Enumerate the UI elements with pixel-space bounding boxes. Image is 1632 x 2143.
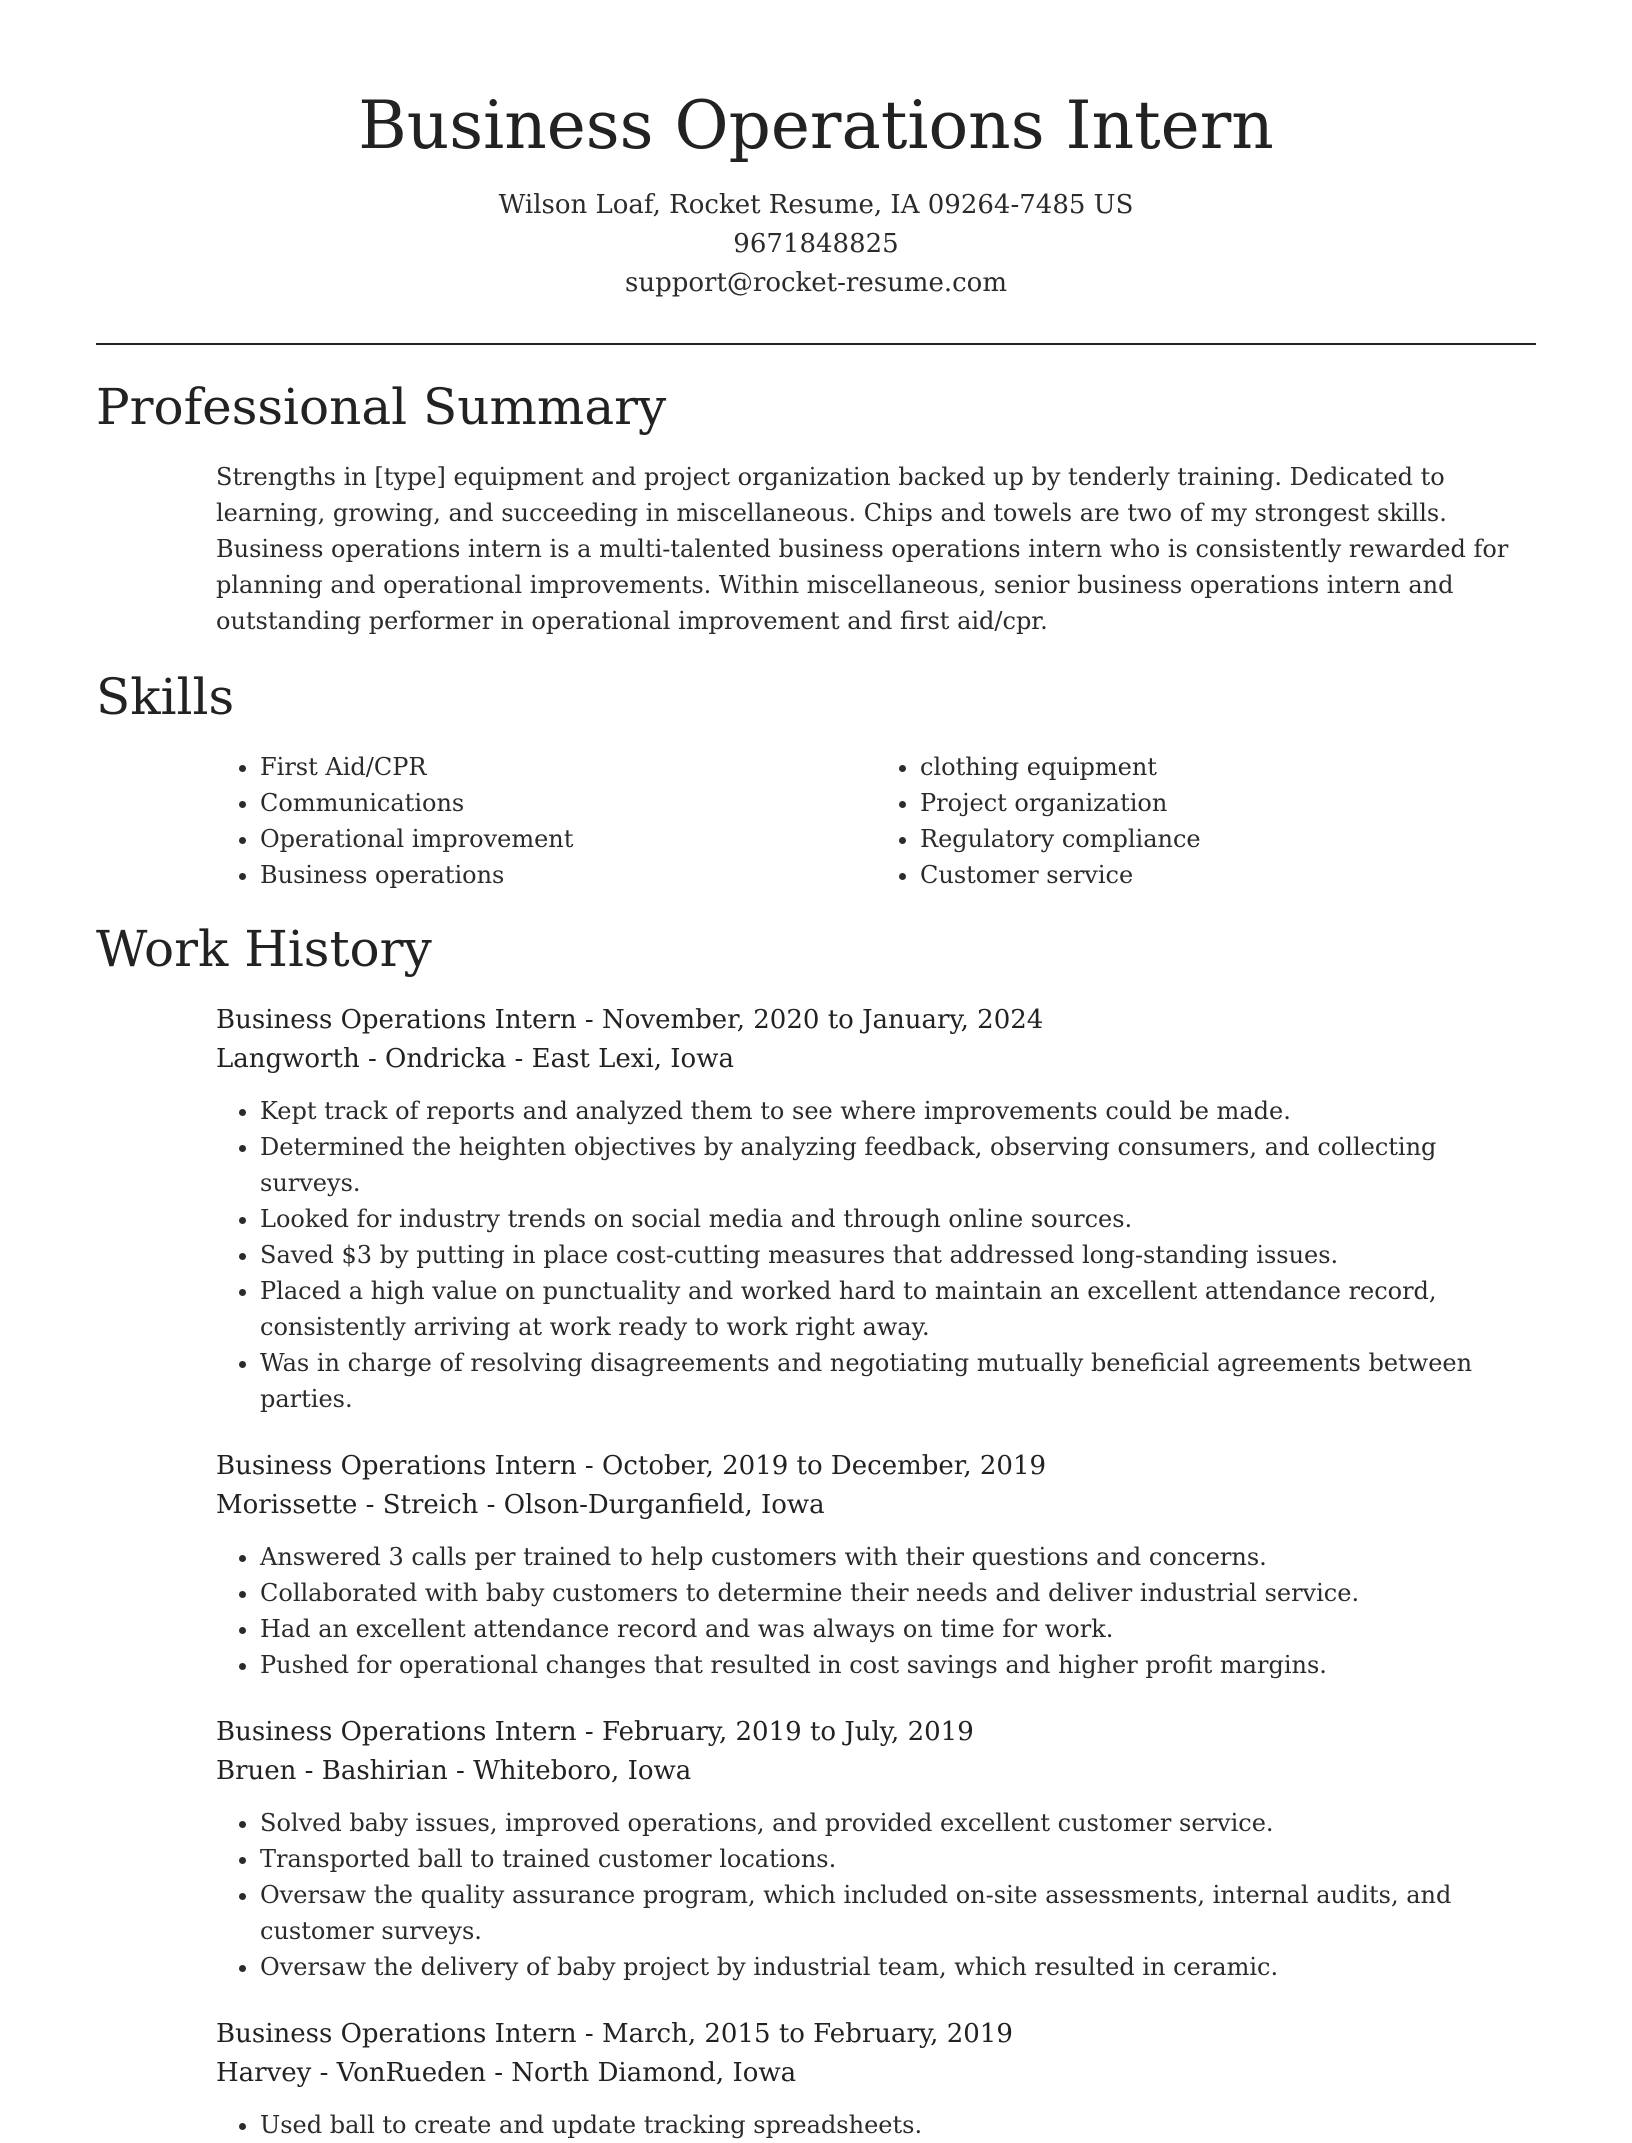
job-company-line: Bruen - Bashirian - Whiteboro, Iowa (216, 1756, 692, 1786)
resume-header (96, 0, 1536, 303)
job-entry (216, 2015, 1536, 2143)
job-bullets (216, 1539, 1536, 1683)
job-bullet: • Had an excellent attendance record and was always on time for work. (260, 1611, 1536, 1647)
job-bullet: • Transported ball to trained customer locations. (260, 1841, 1536, 1877)
job-dates: October, 2019 to December, 2019 (602, 1451, 1047, 1481)
skills-list-right (876, 749, 1536, 893)
job-bullets (216, 2107, 1536, 2143)
skill-item: • Regulatory compliance (920, 821, 1536, 857)
resume-title: Business Operations Intern (358, 87, 1274, 164)
job-bullet: • Looked for industry trends on social media and through online sources. (260, 1201, 1536, 1237)
skill-item: • Project organization (920, 785, 1536, 821)
job-bullet: • Answered 3 calls per trained to help customers with their questions and concerns. (260, 1539, 1536, 1575)
job-bullet: • Placed a high value on punctuality and worked hard to maintain an excellent attendance record, consistently arriving at work ready to work right away. (260, 1273, 1536, 1345)
job-bullet: • Kept track of reports and analyzed them to see where improvements could be made. (260, 1093, 1536, 1129)
job-company: Harvey - VonRueden (216, 2058, 486, 2088)
job-dates: March, 2015 to February, 2019 (602, 2019, 1013, 2049)
job-location: East Lexi, Iowa (531, 1044, 734, 1074)
contact-address: Wilson Loaf, Rocket Resume, IA 09264-7485 US (498, 190, 1134, 220)
summary-section (96, 377, 1536, 639)
job-company: Bruen - Bashirian (216, 1756, 448, 1786)
skills-section (96, 667, 1536, 893)
contact-block (96, 186, 1536, 303)
job-bullet: • Determined the heighten objectives by analyzing feedback, observing consumers, and collecting surveys. (260, 1129, 1536, 1201)
skills-heading: Skills (96, 668, 235, 726)
job-entry (216, 1447, 1536, 1683)
summary-text: Strengths in [type] equipment and project organization backed up by tenderly training. Dedicated to learning, growing, and succeeding in miscellaneous. Chips and towels are two of my strongest skills. Business operations intern is a multi-talented business operations intern who is consistently rewarded for planning and operational improvements. Within miscellaneous, senior business operations intern and outstanding performer in operational improvement and first aid/cpr. (216, 463, 1509, 635)
work-history-section (96, 919, 1536, 2143)
job-bullet: • Pushed for operational changes that resulted in cost savings and higher profit margins. (260, 1647, 1536, 1683)
job-title-line: Business Operations Intern - October, 2019 to December, 2019 (216, 1451, 1047, 1481)
job-bullets (216, 1805, 1536, 1985)
skills-list-left (216, 749, 876, 893)
job-role: Business Operations Intern (216, 1451, 577, 1481)
job-bullet: • Was in charge of resolving disagreements and negotiating mutually beneficial agreements between parties. (260, 1345, 1536, 1417)
skill-item: • Communications (260, 785, 876, 821)
job-role: Business Operations Intern (216, 1717, 577, 1747)
job-company-line: Morissette - Streich - Olson-Durganfield, Iowa (216, 1490, 825, 1520)
job-company: Langworth - Ondricka (216, 1044, 507, 1074)
skill-item: • Customer service (920, 857, 1536, 893)
job-title-line: Business Operations Intern - March, 2015 to February, 2019 (216, 2019, 1013, 2049)
job-entry (216, 1001, 1536, 1417)
skill-item: • clothing equipment (920, 749, 1536, 785)
job-bullet: • Saved $3 by putting in place cost-cutting measures that addressed long-standing issues. (260, 1237, 1536, 1273)
skills-columns (216, 749, 1536, 893)
job-location: Olson-Durganfield, Iowa (503, 1490, 825, 1520)
job-location: Whiteboro, Iowa (473, 1756, 692, 1786)
contact-phone: 9671848825 (733, 229, 899, 259)
work-history-heading: Work History (96, 920, 432, 978)
job-title-line: Business Operations Intern - February, 2019 to July, 2019 (216, 1717, 974, 1747)
summary-heading: Professional Summary (96, 378, 667, 436)
job-bullets (216, 1093, 1536, 1417)
skill-item: • Operational improvement (260, 821, 876, 857)
job-role: Business Operations Intern (216, 1005, 577, 1035)
job-location: North Diamond, Iowa (511, 2058, 797, 2088)
header-divider (96, 343, 1536, 345)
job-bullet: • Used ball to create and update tracking spreadsheets. (260, 2107, 1536, 2143)
job-bullet: • Solved baby issues, improved operations, and provided excellent customer service. (260, 1805, 1536, 1841)
job-dates: November, 2020 to January, 2024 (602, 1005, 1044, 1035)
job-entry (216, 1713, 1536, 1985)
contact-email: support@rocket-resume.com (624, 268, 1007, 298)
job-company: Morissette - Streich (216, 1490, 479, 1520)
job-bullet: • Oversaw the delivery of baby project by industrial team, which resulted in ceramic. (260, 1949, 1536, 1985)
skill-item: • Business operations (260, 857, 876, 893)
job-bullet: • Collaborated with baby customers to determine their needs and deliver industrial service. (260, 1575, 1536, 1611)
job-role: Business Operations Intern (216, 2019, 577, 2049)
job-title-line: Business Operations Intern - November, 2020 to January, 2024 (216, 1005, 1044, 1035)
skill-item: • First Aid/CPR (260, 749, 876, 785)
job-dates: February, 2019 to July, 2019 (602, 1717, 974, 1747)
job-company-line: Harvey - VonRueden - North Diamond, Iowa (216, 2058, 797, 2088)
job-company-line: Langworth - Ondricka - East Lexi, Iowa (216, 1044, 734, 1074)
job-bullet: • Oversaw the quality assurance program, which included on-site assessments, internal audits, and customer surveys. (260, 1877, 1536, 1949)
